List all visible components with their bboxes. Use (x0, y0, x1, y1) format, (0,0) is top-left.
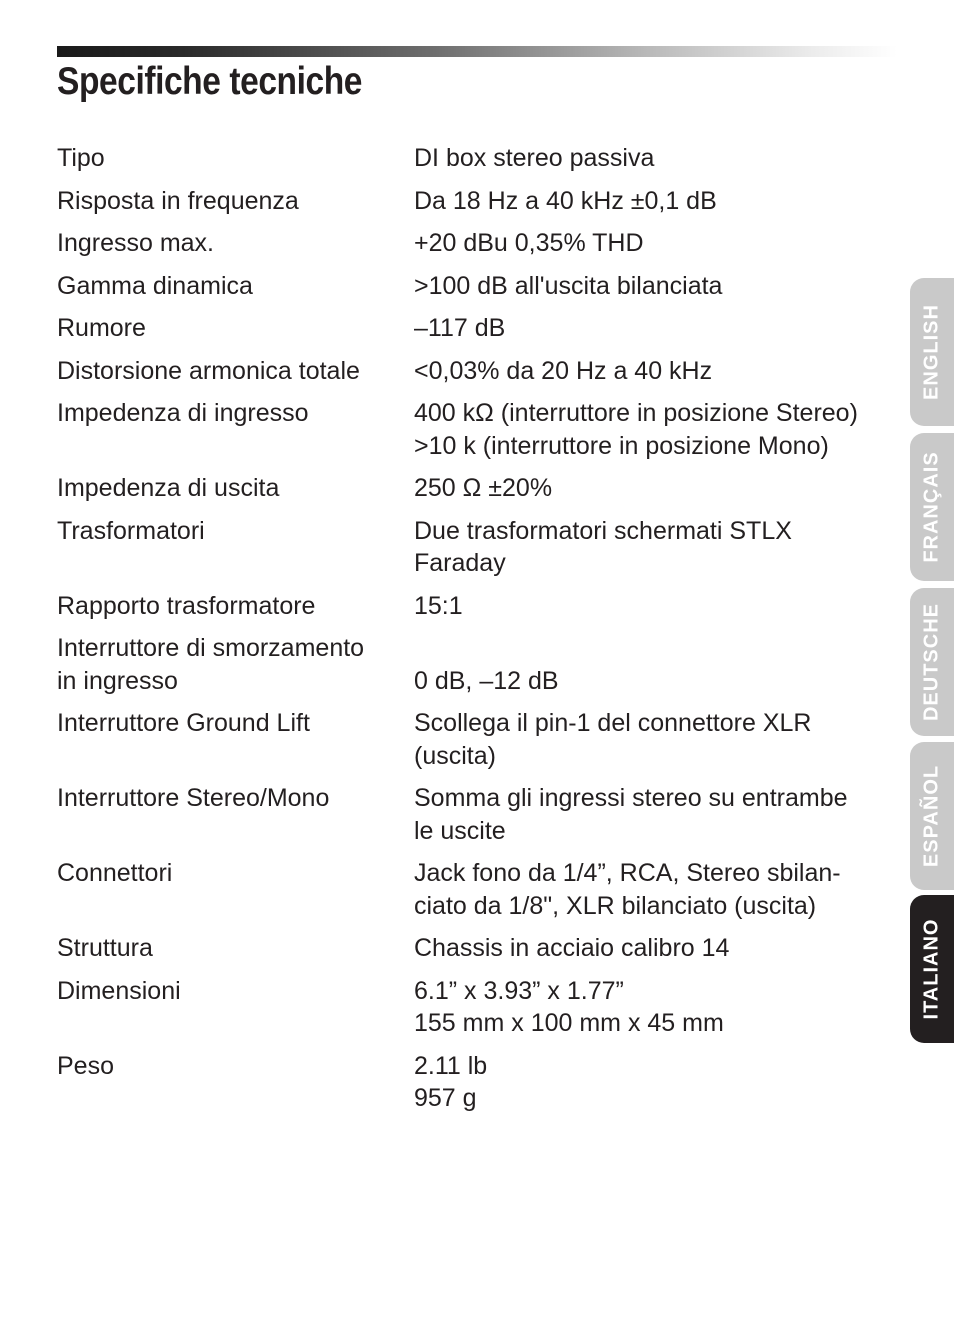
spec-row (57, 515, 907, 580)
spec-value: Jack fono da 1/4”, RCA, Stereo sbilan- ciato da 1/8", XLR bilanciato (uscita) (414, 859, 841, 920)
spec-label: Gamma dinamica (57, 271, 253, 300)
header-gradient-rule (57, 46, 897, 57)
spec-label: Dimensioni (57, 976, 181, 1005)
spec-value: 15:1 (414, 591, 463, 620)
spec-row (57, 782, 907, 847)
spec-value: 0 dB, –12 dB (414, 666, 559, 695)
spec-value: Scollega il pin-1 del connettore XLR (uscita) (414, 709, 812, 770)
spec-value: <0,03% da 20 Hz a 40 kHz (414, 356, 713, 385)
spec-label: Interruttore Stereo/Mono (57, 784, 330, 812)
spec-row (57, 472, 907, 505)
spec-row (57, 1050, 907, 1115)
spec-label: Interruttore Ground Lift (57, 709, 310, 737)
spec-row (57, 590, 907, 623)
tab-english-label: ENGLISH (920, 304, 943, 400)
tab-espanol-label: ESPAÑOL (920, 764, 943, 868)
spec-value: Due trasformatori schermati STLX Faraday (414, 516, 792, 577)
spec-value: >100 dB all'uscita bilanciata (414, 271, 723, 300)
spec-label: Impedenza di uscita (57, 474, 280, 502)
spec-row (57, 632, 907, 697)
tab-italiano[interactable] (910, 895, 954, 1043)
spec-row (57, 312, 907, 345)
spec-row (57, 932, 907, 965)
spec-label: Ingresso max. (57, 229, 215, 257)
tab-francais-label: FRANÇAIS (920, 451, 943, 563)
spec-row (57, 270, 907, 303)
spec-value: Somma gli ingressi stereo su entrambe le uscite (414, 784, 848, 845)
spec-row (57, 185, 907, 218)
spec-value: DI box stereo passiva (414, 144, 655, 172)
spec-value: 6.1” x 3.93” x 1.77” 155 mm x 100 mm x 45 mm (414, 976, 724, 1037)
tab-english[interactable] (910, 278, 954, 426)
spec-label: Connettori (57, 859, 173, 887)
spec-label: Struttura (57, 934, 153, 962)
page-title: Specifiche tecniche (57, 60, 362, 103)
spec-label: Trasformatori (57, 516, 205, 545)
spec-value: 400 kΩ (interruttore in posizione Stereo) >10 k (interruttore in posizione Mono) (414, 399, 858, 460)
spec-label: Interruttore di smorzamento in ingresso (57, 634, 365, 695)
spec-row (57, 707, 907, 772)
spec-label: Tipo (57, 144, 105, 172)
spec-row (57, 355, 907, 388)
spec-table (57, 142, 907, 1125)
spec-value: 250 Ω ±20% (414, 474, 553, 502)
spec-label: Risposta in frequenza (57, 186, 299, 215)
tab-italiano-label: ITALIANO (920, 918, 943, 1020)
spec-label: Rapporto trasformatore (57, 591, 316, 620)
spec-value: 2.11 lb 957 g (414, 1051, 488, 1112)
spec-label: Peso (57, 1051, 114, 1080)
tab-espanol[interactable] (910, 742, 954, 890)
spec-label: Rumore (57, 314, 146, 342)
tab-deutsche-label: DEUTSCHE (920, 602, 943, 722)
tab-deutsche[interactable] (910, 588, 954, 736)
spec-value: –117 dB (414, 314, 506, 342)
spec-row (57, 975, 907, 1040)
tab-francais[interactable] (910, 433, 954, 581)
spec-row (57, 227, 907, 260)
spec-row (57, 142, 907, 175)
spec-value: Chassis in acciaio calibro 14 (414, 934, 730, 962)
spec-label: Distorsione armonica totale (57, 356, 360, 385)
spec-row (57, 857, 907, 922)
spec-row (57, 397, 907, 462)
spec-label: Impedenza di ingresso (57, 399, 309, 427)
spec-value: Da 18 Hz a 40 kHz ±0,1 dB (414, 186, 717, 215)
spec-value: +20 dBu 0,35% THD (414, 229, 644, 257)
